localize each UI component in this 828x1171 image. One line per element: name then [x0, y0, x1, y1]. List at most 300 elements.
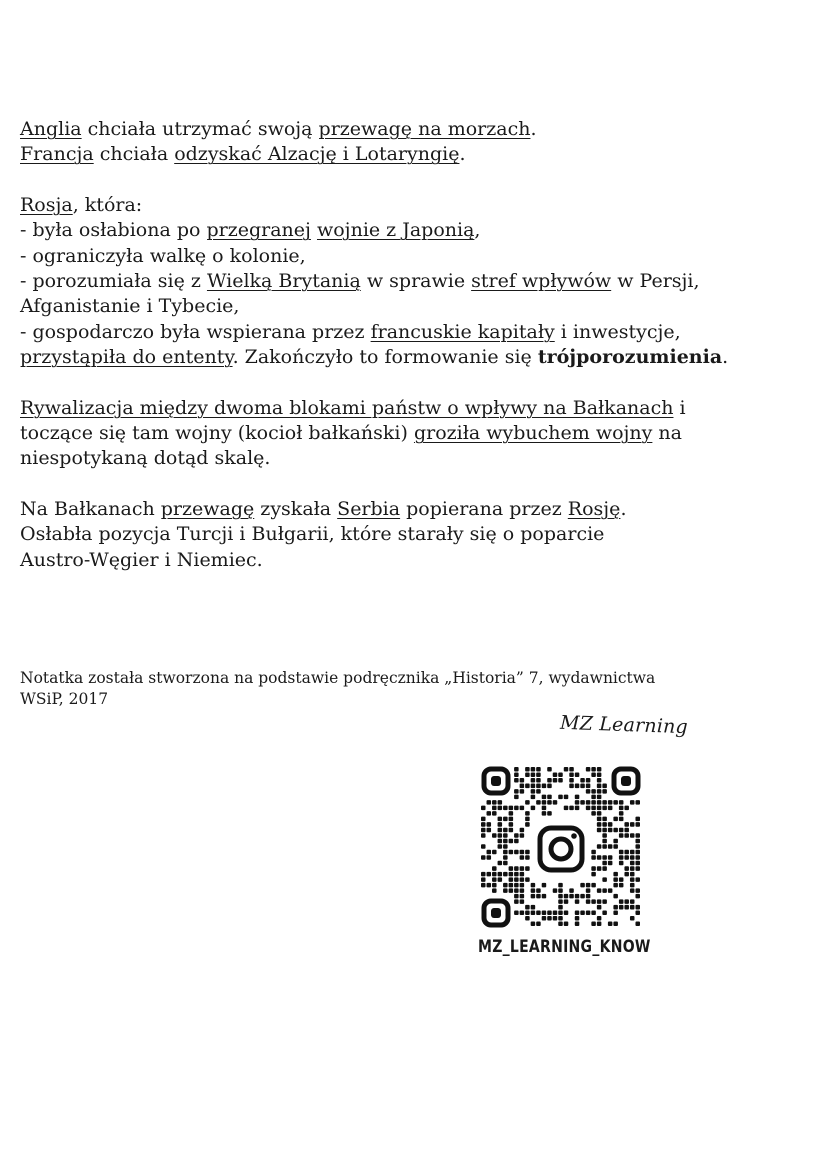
qr-module — [503, 806, 508, 811]
qr-module — [487, 811, 492, 816]
qr-module — [481, 817, 486, 822]
qr-module — [597, 800, 602, 805]
qr-module — [602, 800, 607, 805]
qr-module — [509, 866, 514, 871]
qr-module — [635, 866, 640, 871]
qr-module — [597, 905, 602, 910]
qr-module — [630, 888, 635, 893]
qr-module — [531, 795, 536, 800]
qr-module — [536, 910, 541, 915]
qr-module — [509, 828, 514, 833]
qr-module — [520, 806, 525, 811]
qr-module — [608, 844, 613, 849]
qr-module — [580, 800, 585, 805]
qr-module — [514, 883, 519, 888]
qr-module — [520, 784, 525, 789]
qr-module — [547, 811, 552, 816]
underlined-term: groziła wybuchem wojny — [413, 422, 653, 445]
qr-module — [564, 806, 569, 811]
qr-module — [503, 872, 508, 877]
qr-module — [503, 839, 508, 844]
source-line: Notatka została stworzona na podstawie podręcznika „Historia” 7, wydawnictwa — [20, 669, 656, 687]
qr-module — [575, 800, 580, 805]
qr-module — [531, 773, 536, 778]
qr-module — [481, 806, 486, 811]
qr-module — [514, 866, 519, 871]
qr-module — [569, 806, 574, 811]
qr-module — [619, 883, 624, 888]
qr-module — [503, 861, 508, 866]
qr-module — [547, 778, 552, 783]
qr-module — [619, 855, 624, 860]
qr-module — [509, 877, 514, 882]
paragraph-balkan-rivalry — [20, 396, 820, 472]
qr-module — [635, 910, 640, 915]
qr-module — [536, 789, 541, 794]
qr-module — [597, 866, 602, 871]
qr-module — [553, 778, 558, 783]
qr-module — [602, 822, 607, 827]
qr-module — [602, 861, 607, 866]
qr-module — [498, 844, 503, 849]
qr-module — [586, 894, 591, 899]
qr-module — [597, 817, 602, 822]
qr-module — [531, 883, 536, 888]
source-line: WSiP, 2017 — [20, 690, 109, 708]
qr-module — [602, 839, 607, 844]
line: Osłabła pozycja Turcji i Bułgarii, które starały się o poparcie — [20, 523, 605, 546]
qr-module — [558, 916, 563, 921]
qr-module — [613, 905, 618, 910]
qr-module — [597, 811, 602, 816]
qr-module — [597, 822, 602, 827]
qr-module — [542, 916, 547, 921]
qr-module — [503, 883, 508, 888]
qr-module — [547, 800, 552, 805]
underlined-term: Wielką Brytanią — [206, 270, 361, 293]
qr-module — [481, 828, 486, 833]
qr-module — [492, 833, 497, 838]
underlined-term: Serbia — [337, 497, 401, 520]
underlined-term: Rosję — [567, 497, 621, 520]
qr-module — [520, 872, 525, 877]
qr-module — [531, 894, 536, 899]
signature: MZ Learning — [559, 711, 689, 739]
underlined-term: stref wpływów — [471, 270, 612, 293]
qr-code[interactable] — [481, 766, 641, 928]
qr-module — [630, 855, 635, 860]
qr-module — [635, 921, 640, 926]
qr-module — [619, 806, 624, 811]
qr-module — [624, 872, 629, 877]
line: Rywalizacja między dwoma blokami państw o wpływy na Bałkanach i — [20, 396, 686, 419]
qr-module — [635, 855, 640, 860]
qr-module — [586, 767, 591, 772]
qr-module — [487, 855, 492, 860]
qr-module — [547, 910, 552, 915]
qr-module — [575, 894, 580, 899]
qr-module — [619, 828, 624, 833]
qr-module — [564, 894, 569, 899]
qr-module — [525, 905, 530, 910]
qr-module — [487, 883, 492, 888]
qr-module — [492, 800, 497, 805]
qr-module — [542, 811, 547, 816]
underlined-term: wojnie z Japonią — [316, 219, 475, 242]
qr-module — [487, 850, 492, 855]
qr-module — [514, 789, 519, 794]
qr-module — [630, 916, 635, 921]
qr-module — [558, 905, 563, 910]
line: Anglia chciała utrzymać swoją przewagę na morzach. — [20, 118, 537, 140]
qr-module — [602, 855, 607, 860]
qr-module — [586, 883, 591, 888]
qr-module — [514, 806, 519, 811]
qr-module — [558, 883, 563, 888]
qr-module — [525, 866, 530, 871]
qr-module — [608, 861, 613, 866]
qr-module — [564, 767, 569, 772]
qr-module — [536, 800, 541, 805]
qr-module — [630, 833, 635, 838]
qr-module — [509, 811, 514, 816]
qr-module — [498, 833, 503, 838]
qr-module — [635, 877, 640, 882]
qr-module — [509, 817, 514, 822]
qr-module — [498, 817, 503, 822]
qr-module — [525, 910, 530, 915]
qr-module — [503, 850, 508, 855]
qr-module — [547, 767, 552, 772]
qr-module — [630, 861, 635, 866]
qr-module — [542, 795, 547, 800]
qr-module — [597, 795, 602, 800]
line: Rosja, która: — [20, 193, 143, 216]
qr-module — [624, 833, 629, 838]
qr-module — [591, 921, 596, 926]
qr-module — [503, 888, 508, 893]
qr-module — [525, 800, 530, 805]
underlined-term: Anglia — [20, 118, 82, 140]
qr-module — [586, 806, 591, 811]
qr-module — [514, 778, 519, 783]
line: toczące się tam wojny (kocioł bałkański) groziła wybuchem wojny na — [20, 422, 682, 445]
qr-module — [520, 899, 525, 904]
qr-module — [591, 806, 596, 811]
underlined-term: francuskie kapitały — [370, 320, 555, 343]
qr-module — [580, 784, 585, 789]
qr-module — [558, 888, 563, 893]
qr-module — [591, 773, 596, 778]
qr-module — [547, 795, 552, 800]
qr-module — [487, 822, 492, 827]
qr-module — [591, 767, 596, 772]
qr-module — [597, 855, 602, 860]
qr-module — [503, 828, 508, 833]
qr-module — [586, 789, 591, 794]
qr-module — [520, 883, 525, 888]
qr-module — [514, 910, 519, 915]
qr-module — [558, 910, 563, 915]
instagram-logo-icon — [535, 823, 587, 875]
line: - porozumiała się z Wielką Brytanią w sprawie stref wpływów w Persji, — [20, 270, 700, 293]
paragraph-russia — [20, 193, 820, 371]
qr-finder-top-right — [614, 769, 638, 793]
qr-module — [575, 899, 580, 904]
qr-module — [586, 784, 591, 789]
line: Austro-Węgier i Niemiec. — [20, 548, 263, 571]
qr-module — [525, 784, 530, 789]
qr-module — [597, 888, 602, 893]
qr-module — [597, 921, 602, 926]
qr-module — [580, 910, 585, 915]
qr-module — [575, 910, 580, 915]
qr-module — [624, 850, 629, 855]
qr-module — [558, 921, 563, 926]
qr-module — [481, 883, 486, 888]
qr-module — [520, 828, 525, 833]
qr-module — [547, 916, 552, 921]
qr-module — [536, 778, 541, 783]
qr-module — [591, 795, 596, 800]
qr-module — [602, 828, 607, 833]
qr-module — [575, 921, 580, 926]
qr-module — [602, 806, 607, 811]
qr-module — [597, 784, 602, 789]
qr-module — [514, 872, 519, 877]
qr-module — [613, 877, 618, 882]
qr-module — [525, 811, 530, 816]
qr-module — [597, 806, 602, 811]
qr-module — [498, 839, 503, 844]
qr-module — [514, 850, 519, 855]
qr-module — [492, 866, 497, 871]
qr-module — [602, 784, 607, 789]
qr-module — [630, 850, 635, 855]
qr-module — [591, 850, 596, 855]
qr-module — [597, 916, 602, 921]
qr-module — [613, 839, 618, 844]
qr-module — [619, 899, 624, 904]
qr-module — [624, 822, 629, 827]
qr-module — [613, 828, 618, 833]
qr-module — [531, 806, 536, 811]
qr-module — [608, 806, 613, 811]
qr-module — [586, 888, 591, 893]
qr-module — [635, 894, 640, 899]
qr-module — [514, 773, 519, 778]
qr-module — [630, 899, 635, 904]
qr-module — [520, 877, 525, 882]
qr-module — [498, 828, 503, 833]
qr-module — [630, 872, 635, 877]
qr-module — [520, 894, 525, 899]
qr-module — [564, 910, 569, 915]
qr-module — [613, 872, 618, 877]
qr-module — [608, 921, 613, 926]
qr-module — [564, 921, 569, 926]
qr-module — [564, 795, 569, 800]
qr-module — [553, 916, 558, 921]
qr-module — [542, 910, 547, 915]
qr-module — [492, 877, 497, 882]
qr-label: MZ_LEARNING_KNOW — [478, 937, 651, 956]
qr-module — [481, 855, 486, 860]
line: Na Bałkanach przewagę zyskała Serbia popierana przez Rosję. — [20, 497, 627, 520]
qr-module — [608, 888, 613, 893]
qr-module — [635, 888, 640, 893]
qr-module — [553, 888, 558, 893]
source-note — [20, 668, 810, 710]
qr-module — [602, 844, 607, 849]
qr-module — [602, 866, 607, 871]
qr-module — [531, 905, 536, 910]
qr-module — [498, 806, 503, 811]
qr-module — [635, 800, 640, 805]
qr-module — [630, 800, 635, 805]
qr-module — [613, 921, 618, 926]
line: niespotykaną dotąd skalę. — [20, 447, 271, 470]
qr-module — [591, 866, 596, 871]
qr-module — [492, 872, 497, 877]
underlined-term: przegranej — [206, 219, 311, 242]
note-body — [20, 117, 820, 598]
qr-module — [481, 822, 486, 827]
qr-module — [569, 767, 574, 772]
qr-module — [542, 784, 547, 789]
qr-module — [569, 888, 574, 893]
qr-module — [492, 888, 497, 893]
qr-module — [498, 872, 503, 877]
qr-module — [492, 806, 497, 811]
qr-module — [525, 822, 530, 827]
qr-module — [514, 877, 519, 882]
qr-module — [586, 899, 591, 904]
qr-module — [602, 877, 607, 882]
qr-module — [635, 861, 640, 866]
qr-module — [487, 828, 492, 833]
qr-module — [613, 883, 618, 888]
qr-module — [580, 778, 585, 783]
qr-module — [514, 899, 519, 904]
qr-module — [547, 784, 552, 789]
qr-module — [536, 921, 541, 926]
paragraph-balkan-outcome — [20, 497, 820, 573]
qr-module — [558, 773, 563, 778]
qr-module — [591, 800, 596, 805]
qr-module — [531, 921, 536, 926]
qr-module — [613, 817, 618, 822]
qr-module — [635, 839, 640, 844]
qr-module — [630, 905, 635, 910]
qr-module — [542, 806, 547, 811]
qr-module — [602, 817, 607, 822]
qr-module — [624, 806, 629, 811]
qr-module — [531, 778, 536, 783]
qr-module — [520, 778, 525, 783]
qr-module — [624, 905, 629, 910]
qr-module — [509, 822, 514, 827]
qr-module — [597, 773, 602, 778]
qr-module — [531, 888, 536, 893]
qr-module — [531, 784, 536, 789]
underlined-term: Francja — [20, 143, 94, 166]
qr-module — [602, 833, 607, 838]
qr-module — [553, 800, 558, 805]
qr-module — [602, 789, 607, 794]
qr-module — [481, 833, 486, 838]
qr-module — [591, 899, 596, 904]
qr-module — [575, 916, 580, 921]
qr-module — [575, 784, 580, 789]
qr-module — [525, 855, 530, 860]
qr-module — [624, 855, 629, 860]
qr-module — [591, 855, 596, 860]
underlined-term: przystąpiła do ententy — [20, 346, 233, 369]
qr-module — [602, 899, 607, 904]
qr-module — [597, 767, 602, 772]
line: przystąpiła do ententy. Zakończyło to formowanie się trójporozumienia. — [20, 346, 729, 369]
qr-module — [503, 844, 508, 849]
qr-module — [591, 872, 596, 877]
qr-module — [509, 883, 514, 888]
qr-module — [630, 877, 635, 882]
qr-module — [630, 866, 635, 871]
qr-module — [520, 833, 525, 838]
qr-module — [608, 828, 613, 833]
qr-module — [597, 899, 602, 904]
qr-module — [536, 894, 541, 899]
qr-module — [525, 767, 530, 772]
qr-module — [564, 899, 569, 904]
qr-module — [503, 855, 508, 860]
qr-module — [619, 811, 624, 816]
qr-module — [635, 817, 640, 822]
qr-module — [575, 773, 580, 778]
qr-module — [586, 800, 591, 805]
qr-module — [630, 883, 635, 888]
qr-module — [630, 822, 635, 827]
qr-module — [536, 773, 541, 778]
qr-module — [492, 883, 497, 888]
qr-module — [514, 894, 519, 899]
qr-module — [597, 789, 602, 794]
qr-module — [503, 833, 508, 838]
qr-module — [602, 910, 607, 915]
qr-module — [619, 800, 624, 805]
qr-module — [569, 773, 574, 778]
qr-module — [613, 844, 618, 849]
qr-module — [597, 778, 602, 783]
qr-module — [509, 839, 514, 844]
qr-module — [481, 844, 486, 849]
qr-module — [619, 861, 624, 866]
qr-module — [619, 905, 624, 910]
qr-module — [591, 789, 596, 794]
qr-module — [525, 850, 530, 855]
qr-module — [580, 894, 585, 899]
qr-module — [635, 850, 640, 855]
qr-module — [558, 778, 563, 783]
qr-module — [514, 888, 519, 893]
qr-module — [613, 894, 618, 899]
underlined-term: odzyskać Alzację i Lotaryngię — [174, 143, 460, 166]
qr-module — [608, 822, 613, 827]
qr-module — [498, 877, 503, 882]
qr-module — [520, 855, 525, 860]
qr-module — [619, 833, 624, 838]
qr-module — [635, 822, 640, 827]
